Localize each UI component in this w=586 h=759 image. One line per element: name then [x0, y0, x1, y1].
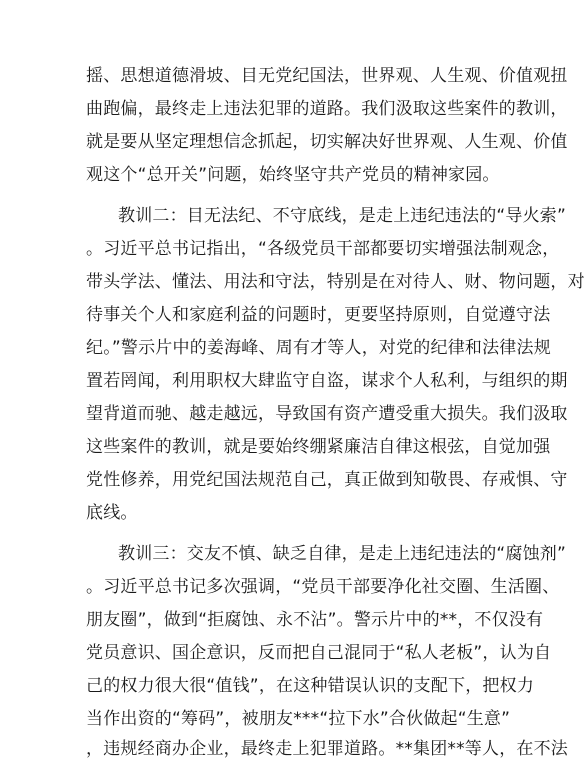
paragraph-2-line-3: 带头学法、懂法、用法和守法，特别是在对待人、财、物问题，对	[86, 272, 585, 292]
paragraph-2-line-4: 待事关个人和家庭利益的问题时，更要坚持原则，自觉遵守法	[86, 305, 551, 325]
paragraph-2-line-2: 。习近平总书记指出，“各级党员干部都要切实增强法制观念，	[86, 239, 560, 259]
paragraph-1-line-2: 曲跑偏，最终走上违法犯罪的道路。我们汲取这些案件的教训，	[86, 99, 568, 119]
paragraph-3-line-7: ，违规经商办企业，最终走上犯罪道路。**集团**等人，在不法	[86, 739, 568, 759]
paragraph-1-line-4: 观这个“总开关”问题，始终坚守共产党员的精神家园。	[86, 165, 500, 185]
paragraph-3-line-2: 。习近平总书记多次强调，“党员干部要净化社交圈、生活圈、	[86, 577, 560, 597]
paragraph-3-line-1: 教训三：交友不慎、缺乏自律，是走上违纪违法的“腐蚀剂”	[118, 544, 567, 564]
paragraph-3-line-5: 己的权力很大很“值钱”，在这种错误认识的支配下，把权力	[86, 676, 535, 696]
paragraph-3-line-3: 朋友圈”，做到“拒腐蚀、永不沾”。警示片中的**，不仅没有	[86, 610, 544, 630]
paragraph-2-line-7: 望背道而驰、越走越远，导致国有资产遭受重大损失。我们汲取	[86, 404, 568, 424]
paragraph-3-line-6: 当作出资的“筹码”，被朋友***“拉下水”合伙做起“生意”	[86, 709, 511, 729]
paragraph-3-line-4: 党员意识、国企意识，反而把自己混同于“私人老板”，认为自	[86, 643, 552, 663]
paragraph-2-line-9: 党性修养，用党纪国法规范自己，真正做到知敬畏、存戒惧、守	[86, 470, 568, 490]
paragraph-2-line-1: 教训二：目无法纪、不守底线，是走上违纪违法的“导火索”	[118, 206, 567, 226]
paragraph-2-line-5: 纪。”警示片中的姜海峰、周有才等人，对党的纪律和法律法规	[86, 338, 551, 358]
paragraph-2-line-6: 置若罔闻，利用职权大肆监守自盗，谋求个人私利，与组织的期	[86, 371, 568, 391]
paragraph-1-line-3: 就是要从坚定理想信念抓起，切实解决好世界观、人生观、价值	[86, 132, 568, 152]
paragraph-1-line-1: 摇、思想道德滑坡、目无党纪国法，世界观、人生观、价值观扭	[86, 66, 568, 86]
paragraph-2-line-8: 这些案件的教训，就是要始终绷紧廉洁自律这根弦，自觉加强	[86, 437, 551, 457]
paragraph-2-line-10: 底线。	[86, 503, 138, 523]
